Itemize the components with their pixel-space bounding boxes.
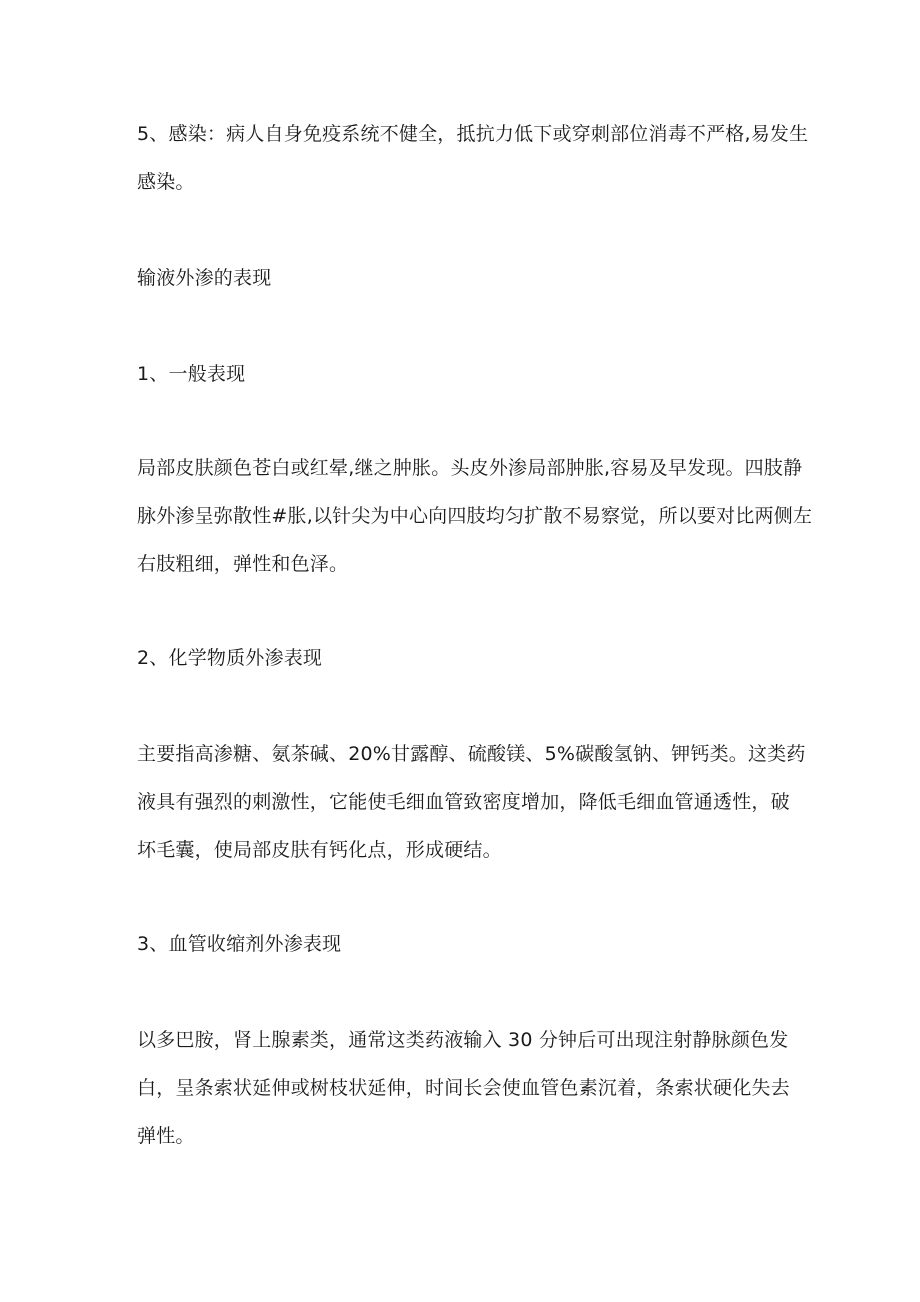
text-line: 主要指高渗糖、氨茶碱、20%甘露醇、硫酸镁、5%碳酸氢钠、钾钙类。这类药	[137, 743, 806, 765]
paragraph-general-manifestation	[137, 444, 813, 588]
paragraph-vasoconstrictor-extravasation	[137, 1016, 790, 1160]
heading-general-manifestation: 1、一般表现	[137, 363, 246, 385]
text-line: 坏毛囊，使局部皮肤有钙化点，形成硬结。	[137, 839, 502, 861]
text-line: 右肢粗细，弹性和色泽。	[137, 553, 349, 575]
text-line: 弹性。	[137, 1125, 195, 1147]
text-line: 5、感染：病人自身免疫系统不健全，抵抗力低下或穿刺部位消毒不严格,易发生	[137, 123, 809, 145]
heading-infusion-extravasation-manifestation: 输液外渗的表现	[137, 267, 272, 289]
paragraph-chemical-extravasation	[137, 730, 806, 874]
text-line: 以多巴胺，肾上腺素类，通常这类药液输入 30 分钟后可出现注射静脉颜色发	[137, 1029, 789, 1051]
text-line: 局部皮肤颜色苍白或红晕,继之肿胀。头皮外渗局部肿胀,容易及早发现。四肢静	[137, 457, 803, 479]
text-line: 感染。	[137, 171, 195, 193]
heading-chemical-extravasation: 2、化学物质外渗表现	[137, 647, 323, 669]
heading-vasoconstrictor-extravasation: 3、血管收缩剂外渗表现	[137, 933, 342, 955]
text-line: 脉外渗呈弥散性#胀,以针尖为中心向四肢均匀扩散不易察觉，所以要对比两侧左	[137, 505, 813, 527]
paragraph-infection	[137, 110, 809, 206]
text-line: 白，呈条索状延伸或树枝状延伸，时间长会使血管色素沉着，条索状硬化失去	[137, 1077, 790, 1099]
text-line: 液具有强烈的刺激性，它能使毛细血管致密度增加，降低毛细血管通透性，破	[137, 791, 790, 813]
